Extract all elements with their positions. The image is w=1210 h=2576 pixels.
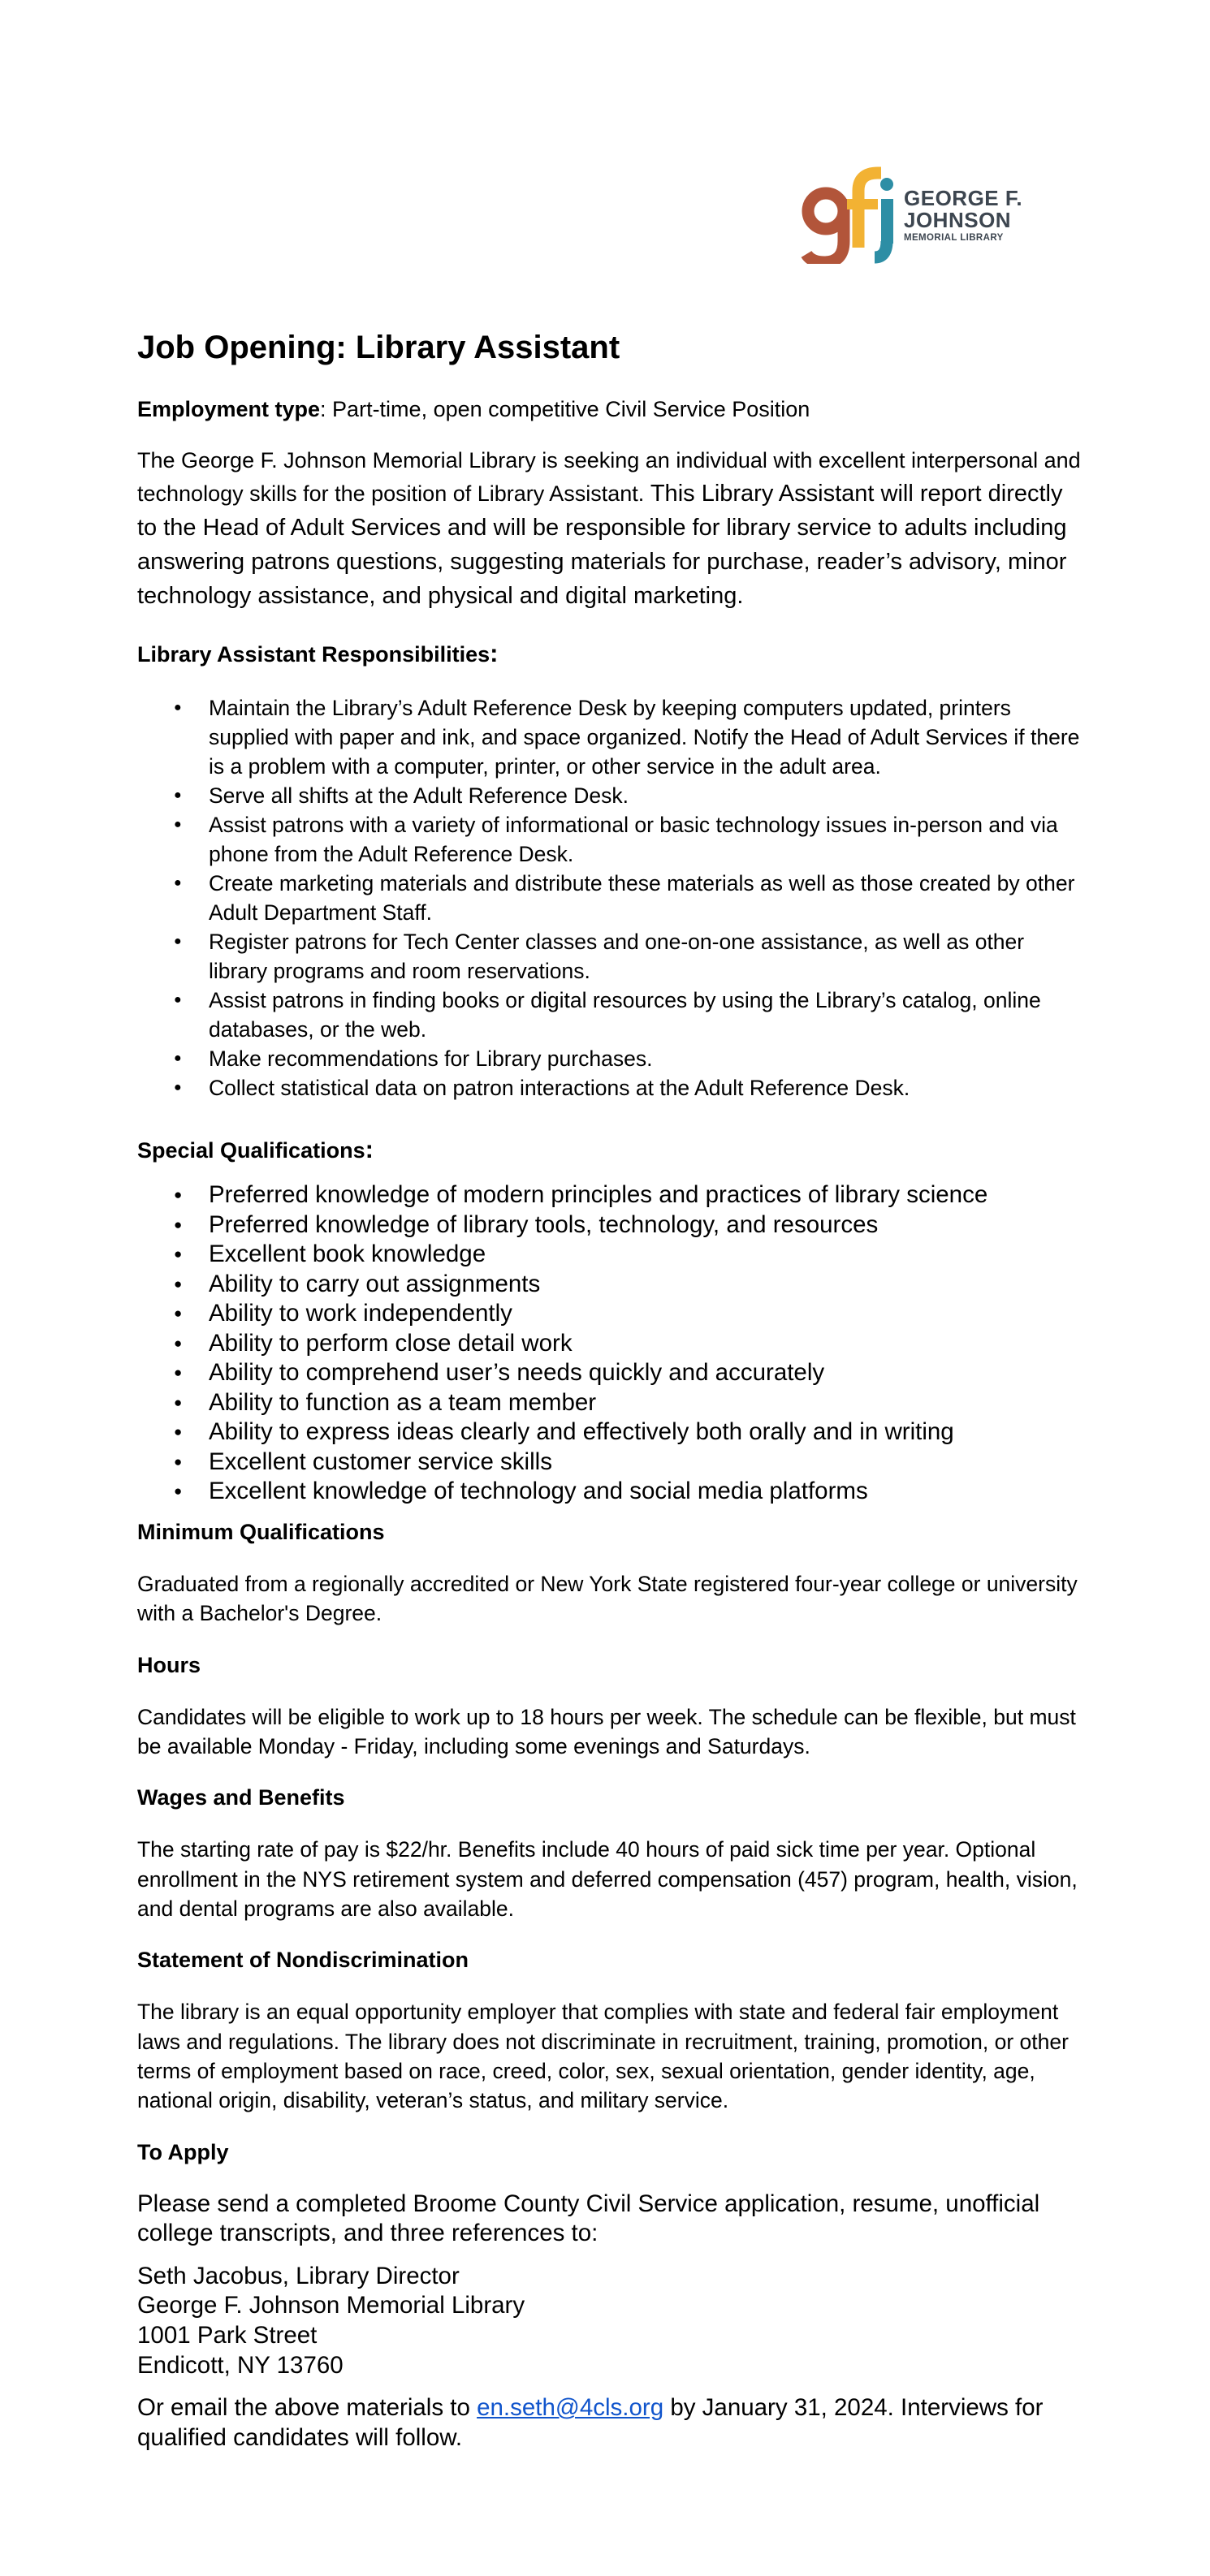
intro-paragraph [137,445,1087,613]
address-line: Endicott, NY 13760 [137,2351,344,2379]
list-item: ● Maintain the Library’s Adult Reference Desk by keeping computers updated, printers supplied with paper and ink, and space organized. Notify the Head of Adult Services if there is a problem with a computer, printer, or other service in the adult area. [137,693,1087,781]
address-line: Seth Jacobus, Library Director [137,2262,460,2289]
list-item: ● Excellent knowledge of technology and social media platforms [137,1477,1087,1507]
list-item: ● Ability to function as a team member [137,1388,1087,1418]
document-body [137,329,1087,2453]
list-item: ● Preferred knowledge of modern principles and practices of library science [137,1180,1087,1210]
logo-line-george: GEORGE F. [904,186,1023,210]
list-item: ● Collect statistical data on patron interactions at the Adult Reference Desk. [137,1073,1087,1102]
responsibilities-heading-text: Library Assistant Responsibilities [137,642,490,667]
special-heading-text: Special Qualifications [137,1138,365,1163]
responsibilities-heading [137,637,1087,670]
special-heading-colon: : [365,1135,374,1164]
special-qualifications-list [137,1180,1087,1507]
list-item: ● Ability to express ideas clearly and effectively both orally and in writing [137,1417,1087,1448]
list-item: ● Ability to work independently [137,1299,1087,1329]
list-item: ● Create marketing materials and distribute these materials as well as those created by other Adult Department Staff. [137,869,1087,927]
email-prefix: Or email the above materials to [137,2394,478,2422]
responsibilities-heading-colon: : [490,639,499,668]
gfj-logo-icon [800,166,901,264]
logo-line-johnson: JOHNSON [904,208,1012,232]
employment-type-label: Employment type [137,397,321,421]
to-apply-heading: To Apply [137,2139,229,2164]
nondiscrimination-heading: Statement of Nondiscrimination [137,1948,469,1973]
responsibilities-list [137,693,1087,1102]
special-qualifications-heading [137,1133,1087,1166]
email-suffix: by January 31, 2024. Interviews for qualified candidates will follow. [137,2394,1044,2451]
minimum-qualifications-heading: Minimum Qualifications [137,1519,385,1544]
list-item: ● Register patrons for Tech Center classes and one-on-one assistance, as well as other library programs and room reservations. [137,927,1087,986]
page-title: Job Opening: Library Assistant [137,330,620,365]
list-item: ● Assist patrons with a variety of informational or basic technology issues in-person and via phone from the Adult Reference Desk. [137,810,1087,869]
address-line: 1001 Park Street [137,2322,318,2349]
email-link[interactable]: en.seth@4cls.org [477,2394,664,2422]
employment-type-value: : Part-time, open competitive Civil Service Position [320,397,810,421]
list-item: ● Serve all shifts at the Adult Reference Desk. [137,781,1087,810]
list-item: ● Ability to comprehend user’s needs quickly and accurately [137,1358,1087,1388]
employment-type [137,395,1087,424]
wages-text: The starting rate of pay is $22/hr. Benefits include 40 hours of paid sick time per year. Optional enrollment in the NYS retirement system and deferred compensation (457) program, health, vision, and dental programs are also available. [137,1837,1078,1922]
address-line: George F. Johnson Memorial Library [137,2292,525,2319]
hours-text: Candidates will be eligible to work up to 18 hours per week. The schedule can be flexible, but must be available Monday - Friday, including some evenings and Saturdays. [137,1704,1076,1759]
list-item: ● Assist patrons in finding books or digital resources by using the Library’s catalog, online databases, or the web. [137,986,1087,1044]
mailing-address [137,2262,1087,2380]
library-logo [800,166,1044,272]
minimum-qualifications-text: Graduated from a regionally accredited or New York State registered four-year college or university with a Bachelor's Degree. [137,1572,1078,1626]
list-item: ● Ability to perform close detail work [137,1329,1087,1359]
logo-line-memorial: MEMORIAL LIBRARY [904,233,1004,243]
nondiscrimination-text: The library is an equal opportunity employer that complies with state and federal fair employment laws and regulations. The library does not discriminate in recruitment, training, promotion, or other terms of employment based on race, creed, color, sex, sexual orientation, gender identity, age, national origin, disability, veteran’s status, and military service. [137,2000,1069,2113]
list-item: ● Excellent book knowledge [137,1240,1087,1270]
hours-heading: Hours [137,1652,201,1677]
wages-heading: Wages and Benefits [137,1785,345,1810]
to-apply-text: Please send a completed Broome County Civil Service application, resume, unofficial college transcripts, and three references to: [137,2190,1040,2247]
list-item: ● Preferred knowledge of library tools, technology, and resources [137,1210,1087,1241]
list-item: ● Make recommendations for Library purchases. [137,1044,1087,1073]
email-instructions [137,2393,1087,2453]
list-item: ● Ability to carry out assignments [137,1270,1087,1300]
list-item: ● Excellent customer service skills [137,1448,1087,1478]
intro-part-2: This Library Assistant will report directly to the Head of Adult Services and will be responsible for library service to adults including answering patrons questions, suggesting materials for purchase, reader’s advisory, minor technology assistance, and physical and digital marketing. [137,481,1067,610]
intro-part-1: The George F. Johnson Memorial Library is seeking an individual with excellent interpersonal and technology skills for the position of Library Assistant. [137,448,1081,507]
